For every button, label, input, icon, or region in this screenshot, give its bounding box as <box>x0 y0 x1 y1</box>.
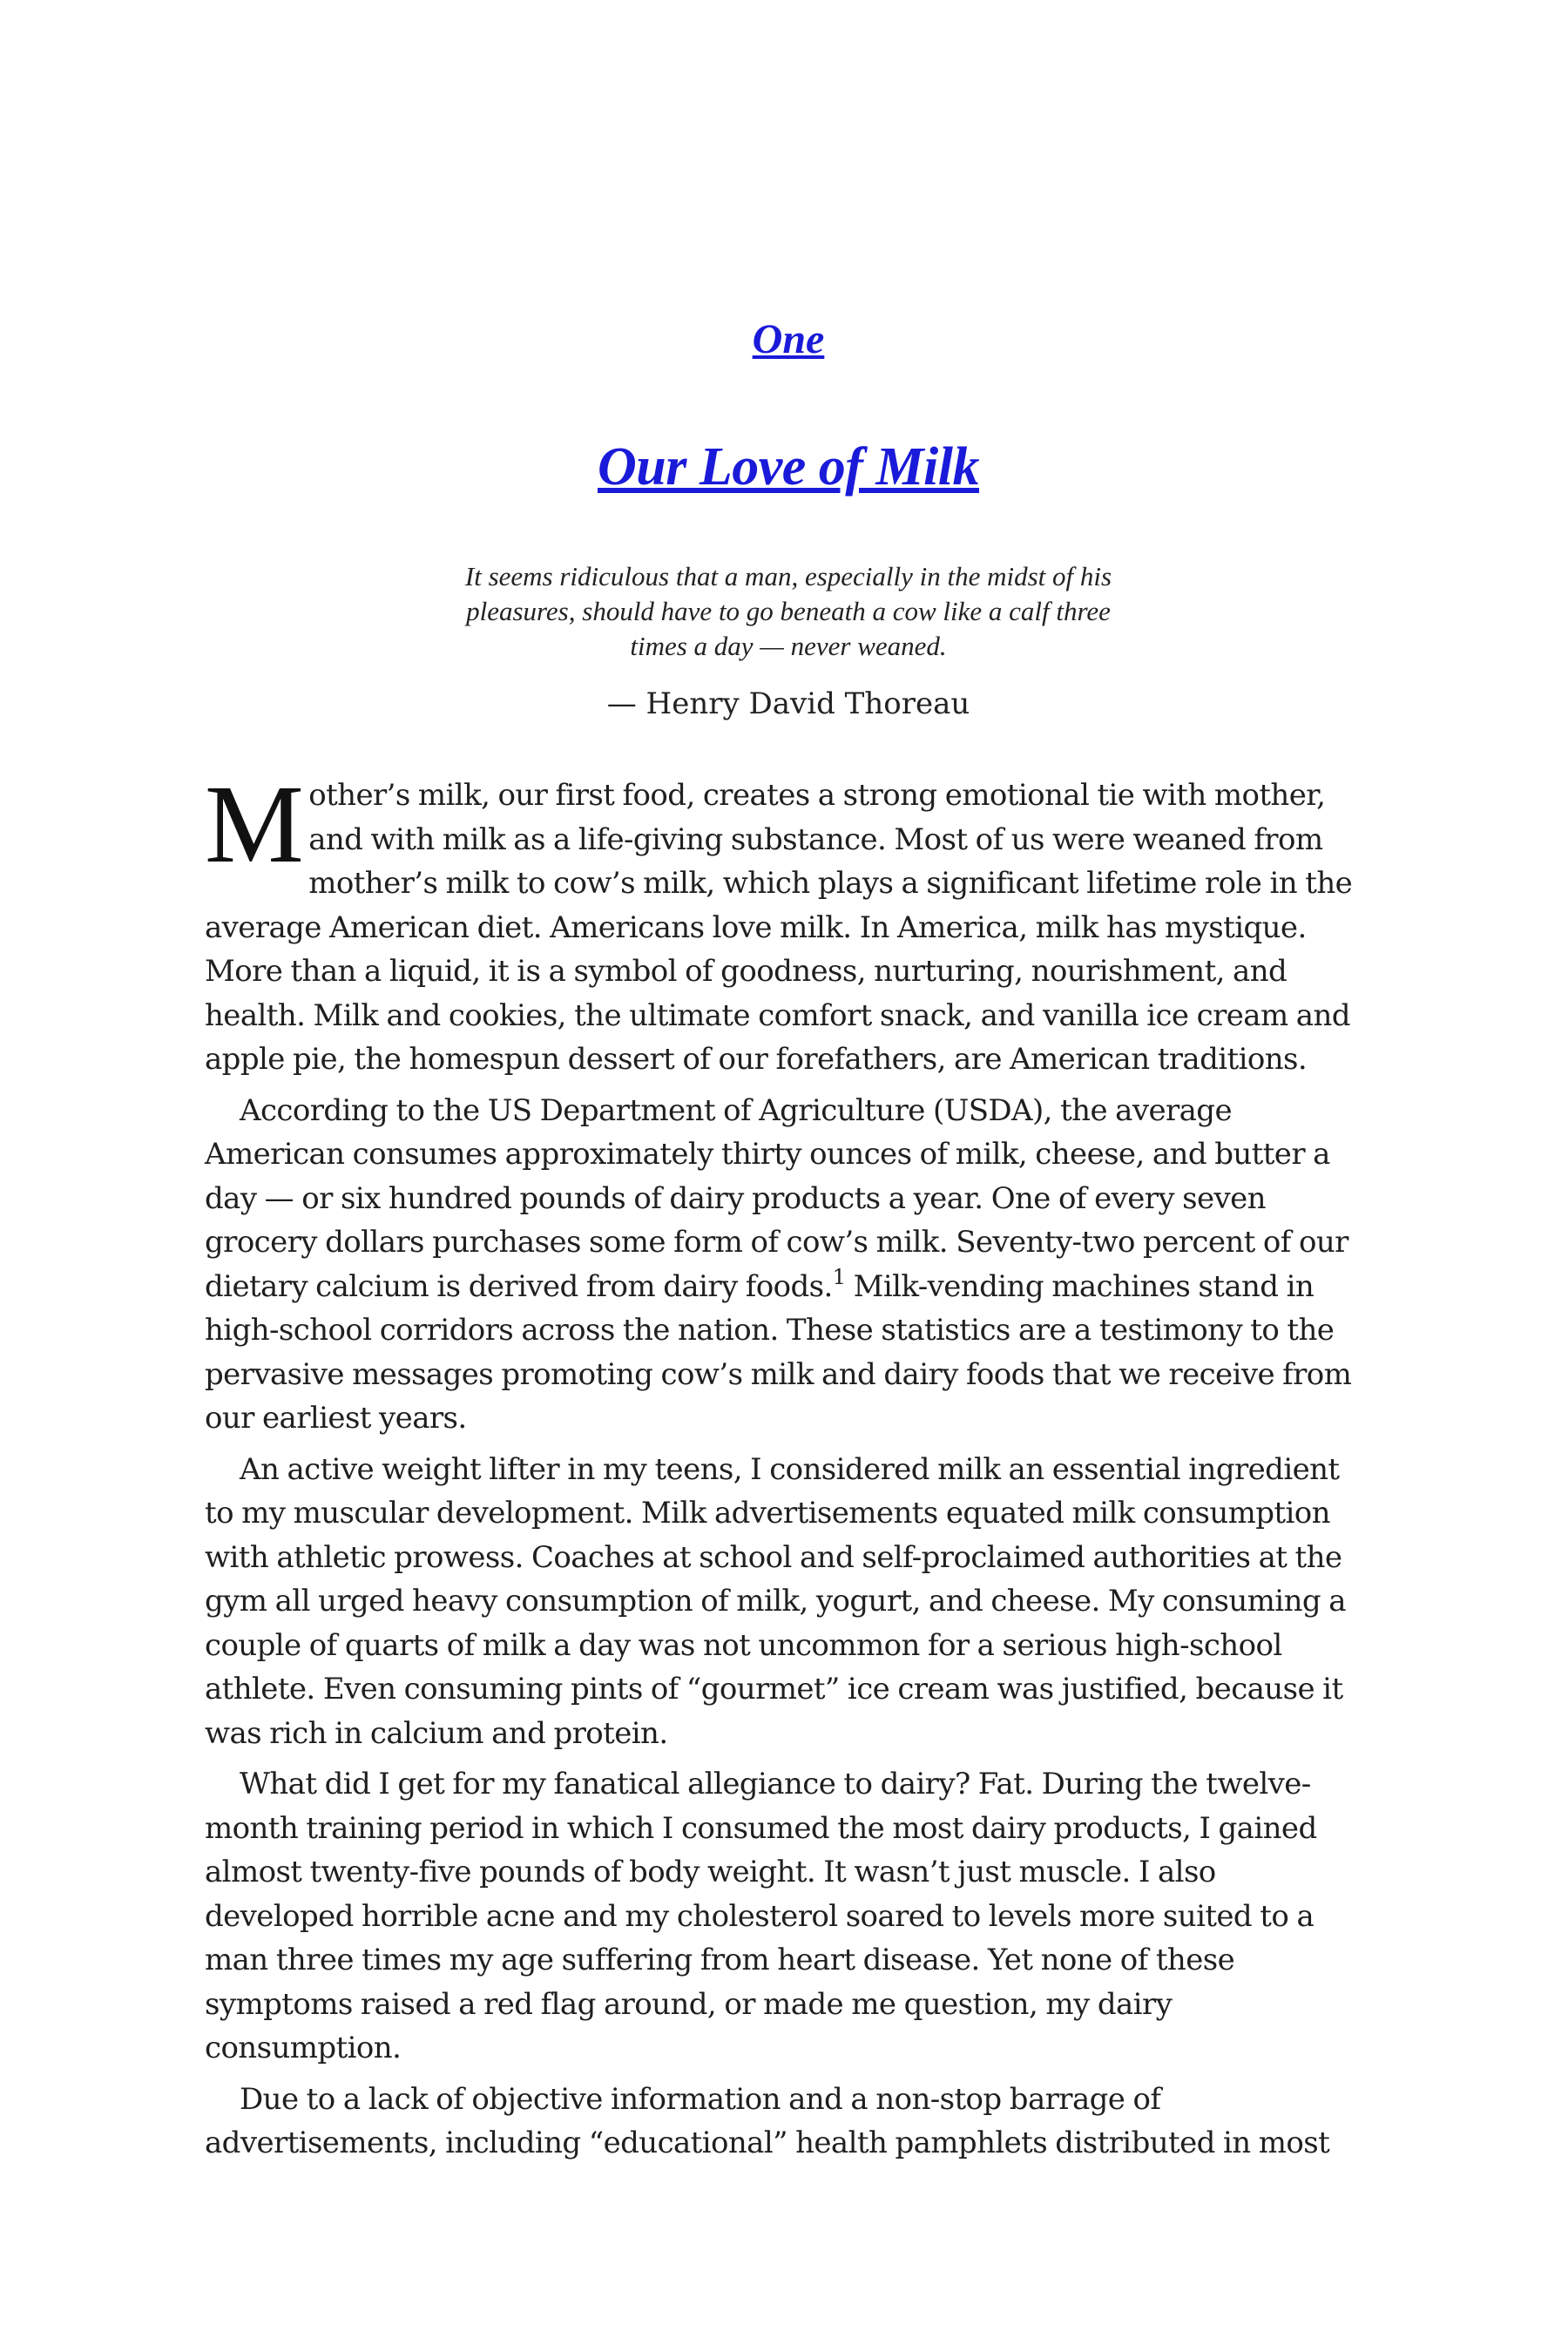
epigraph-attribution: — Henry David Thoreau <box>606 686 970 721</box>
paragraph-2-text-a: According to the US Department of Agriculture (USDA), the average American consumes approximately thirty ounces of milk, cheese, and butter a day — or six hundred pounds of dairy products a year. One of every seven grocery dollars purchases some form of cow’s milk. Seventy-two percent of our dietary calcium is derived from dairy foods. <box>205 1092 1348 1304</box>
paragraph-1 <box>205 762 1372 1082</box>
drop-cap: M <box>205 762 304 886</box>
chapter-number-link[interactable]: One <box>752 316 825 362</box>
chapter-body <box>205 762 1372 2166</box>
epigraph-quote: It seems ridiculous that a man, especially in the midst of his pleasures, should have to go beneath a cow like a calf three times a day — never weaned. <box>464 561 1112 661</box>
paragraph-5: Due to a lack of objective information and a non-stop barrage of advertisements, including “educational” health pamphlets distributed in most <box>205 2081 1330 2160</box>
paragraph-3: An active weight lifter in my teens, I considered milk an essential ingredient to my muscular development. Milk advertisements equated milk consumption with athletic prowess. Coaches at school and self-proclaimed authorities at the gym all urged heavy consumption of milk, yogurt, and cheese. My consuming a couple of quarts of milk a day was not uncommon for a serious high-school athlete. Even consuming pints of “gourmet” ice cream was justified, because it was rich in calcium and protein. <box>205 1451 1346 1751</box>
paragraph-4: What did I get for my fanatical allegiance to dairy? Fat. During the twelve-month training period in which I consumed the most dairy products, I gained almost twenty-five pounds of body weight. It wasn’t just muscle. I also developed horrible acne and my cholesterol soared to levels more suited to a man three times my age suffering from heart disease. Yet none of these symptoms raised a red flag around, or made me question, my dairy consumption. <box>205 1767 1317 2065</box>
book-page <box>205 314 1372 2173</box>
paragraph-1-text: other’s milk, our first food, creates a strong emotional tie with mother, and with milk as a life-giving substance. Most of us were weaned from mother’s milk to cow’s milk, which plays a significant lifetime role in the average American diet. Americans love milk. In America, milk has mystique. More than a liquid, it is a symbol of goodness, nurturing, nourishment, and health. Milk and cookies, the ultimate comfort snack, and vanilla ice cream and apple pie, the homespun dessert of our forefathers, are American traditions. <box>205 778 1353 1077</box>
footnote-marker[interactable]: 1 <box>832 1264 846 1289</box>
paragraph-2-text-b: Milk-vending machines stand in high-school corridors across the nation. These statistics are a testimony to the pervasive messages promoting cow’s milk and dairy foods that we receive from our earliest years. <box>205 1268 1352 1436</box>
paragraph-2 <box>205 1089 1372 1441</box>
chapter-title-link[interactable]: Our Love of Milk <box>597 437 980 497</box>
